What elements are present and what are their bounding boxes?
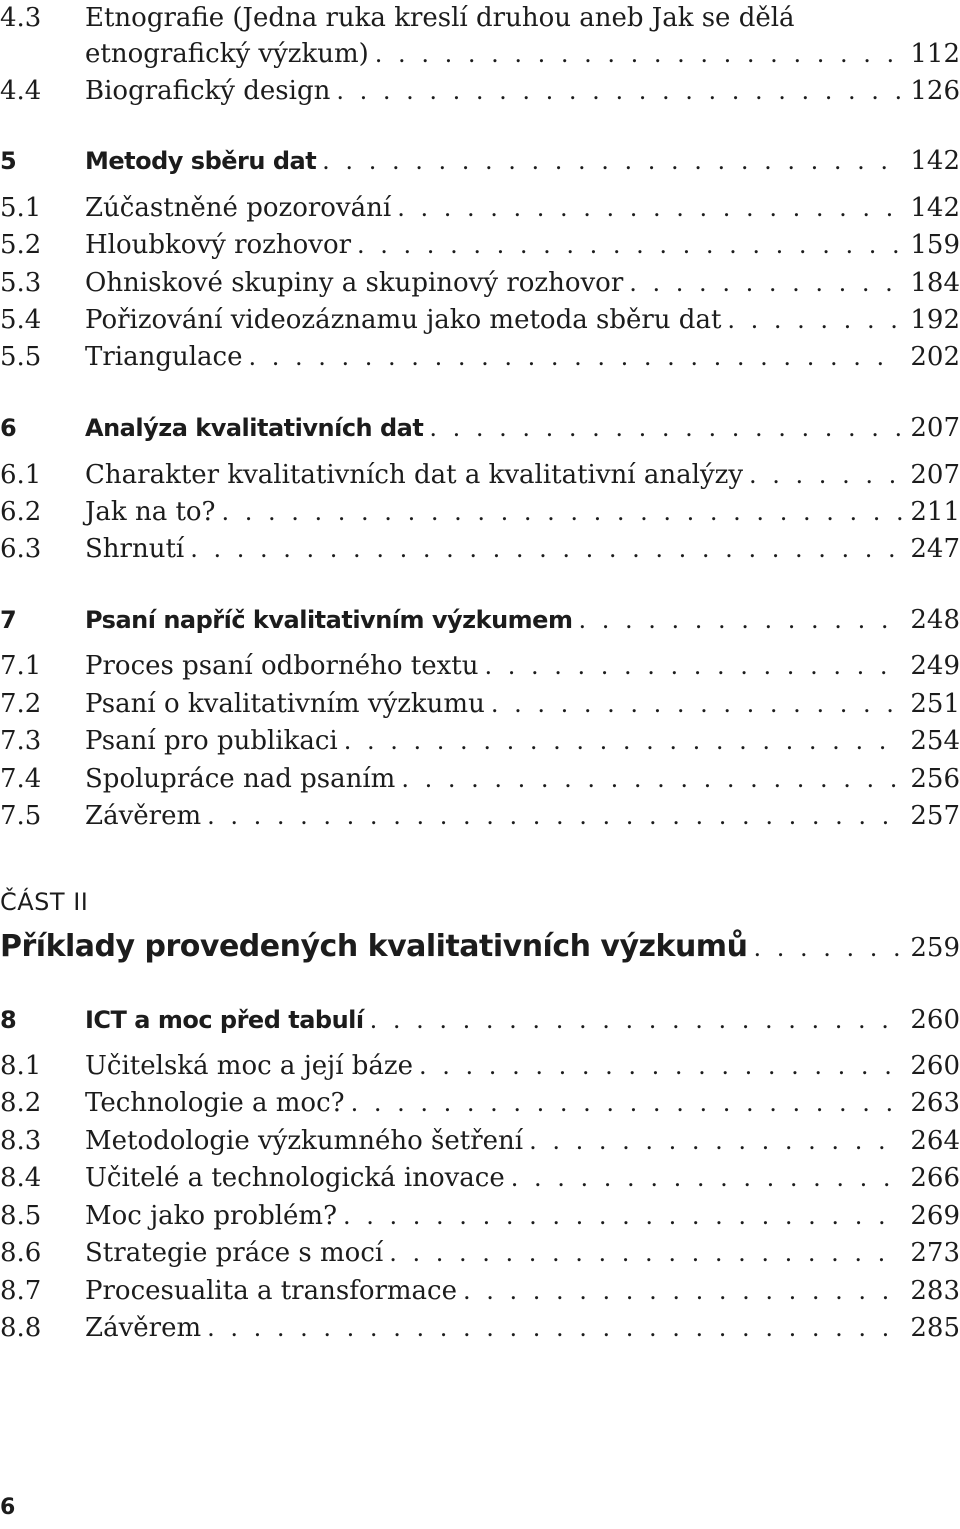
toc-entry [0, 1048, 960, 1084]
entry-number: 6.1 [0, 460, 42, 490]
entry-page: 254 [910, 726, 960, 756]
dot-leader [484, 648, 902, 684]
toc-chapter [0, 143, 960, 179]
entry-title: Spolupráce nad psaním [85, 764, 396, 794]
toc-entry [0, 1235, 960, 1271]
entry-page: 257 [910, 801, 960, 831]
entry-title: Ohniskové skupiny a skupinový rozhovor [85, 268, 624, 298]
entry-page: 264 [910, 1126, 960, 1156]
entry-number: 5.3 [0, 268, 42, 298]
entry-title: Strategie práce s mocí [85, 1238, 384, 1268]
toc-entry [0, 73, 960, 109]
page-number: 6 [0, 1495, 16, 1520]
dot-leader [249, 339, 903, 375]
dot-leader [370, 1002, 903, 1038]
toc-entry [0, 798, 960, 834]
part-label: ČÁST II [0, 888, 89, 916]
entry-number: 7.5 [0, 801, 42, 831]
entry-number: 5.5 [0, 342, 42, 372]
entry-page: 184 [910, 268, 960, 298]
toc-entry [0, 531, 960, 567]
toc-entry [0, 457, 960, 493]
toc-entry [0, 648, 960, 684]
dot-leader [397, 190, 902, 226]
dot-leader [336, 73, 902, 109]
entry-page: 159 [910, 230, 960, 260]
toc-entry [0, 1160, 960, 1196]
dot-leader [207, 1310, 902, 1346]
chapter-number: 5 [0, 147, 17, 175]
entry-page: 273 [910, 1238, 960, 1268]
toc-entry-continuation [0, 36, 960, 72]
entry-number: 4.3 [0, 3, 42, 33]
entry-title: Proces psaní odborného textu [85, 651, 479, 681]
entry-number: 5.1 [0, 193, 42, 223]
chapter-title: Psaní napříč kvalitativním výzkumem [85, 606, 573, 634]
entry-title: Charakter kvalitativních dat a kvalitativní analýzy [85, 460, 744, 490]
entry-page: 126 [910, 76, 960, 106]
entry-page: 247 [910, 534, 960, 564]
entry-number: 6.3 [0, 534, 42, 564]
entry-page: 142 [910, 193, 960, 223]
entry-number: 7.2 [0, 689, 42, 719]
entry-title: Pořizování videozáznamu jako metoda sběru dat [85, 305, 722, 335]
chapter-title: Metody sběru dat [85, 147, 317, 175]
toc-chapter [0, 410, 960, 446]
toc-chapter [0, 1002, 960, 1038]
entry-page: 260 [910, 1051, 960, 1081]
part-title: Příklady provedených kvalitativních výzkumů [0, 929, 748, 964]
dot-leader [389, 1235, 902, 1271]
entry-number: 8.4 [0, 1163, 42, 1193]
toc-entry [0, 0, 960, 36]
dot-leader [343, 1198, 902, 1234]
entry-page: 269 [910, 1201, 960, 1231]
entry-number: 7.3 [0, 726, 42, 756]
entry-title: Hloubkový rozhovor [85, 230, 352, 260]
chapter-number: 8 [0, 1006, 17, 1034]
entry-title: Shrnutí [85, 534, 185, 564]
entry-title: Technologie a moc? [85, 1088, 345, 1118]
entry-page: 211 [910, 497, 960, 527]
entry-number: 8.1 [0, 1051, 42, 1081]
entry-number: 8.5 [0, 1201, 42, 1231]
entry-number: 4.4 [0, 76, 42, 106]
dot-leader [222, 494, 903, 530]
toc-entry [0, 265, 960, 301]
entry-title: Metodologie výzkumného šetření [85, 1126, 524, 1156]
dot-leader [749, 457, 902, 493]
entry-title: Psaní o kvalitativním výzkumu [85, 689, 485, 719]
entry-page: 285 [910, 1313, 960, 1343]
entry-page: 112 [910, 39, 960, 69]
dot-leader [753, 926, 902, 969]
entry-title: Triangulace [85, 342, 243, 372]
entry-page: 249 [910, 651, 960, 681]
chapter-number: 7 [0, 606, 17, 634]
dot-leader [529, 1123, 902, 1159]
toc-entry [0, 227, 960, 263]
toc-entry [0, 686, 960, 722]
dot-leader [727, 302, 902, 338]
dot-leader [491, 686, 903, 722]
entry-title: Biografický design [85, 76, 331, 106]
entry-title: Procesualita a transformace [85, 1276, 457, 1306]
entry-page: 202 [910, 342, 960, 372]
entry-title: Zúčastněné pozorování [85, 193, 392, 223]
entry-page: 192 [910, 305, 960, 335]
dot-leader [322, 143, 902, 179]
dot-leader [357, 227, 902, 263]
entry-page: 256 [910, 764, 960, 794]
toc-part [0, 925, 960, 969]
dot-leader [401, 761, 902, 797]
entry-number: 7.1 [0, 651, 42, 681]
entry-number: 5.2 [0, 230, 42, 260]
dot-leader [375, 36, 903, 72]
toc-entry [0, 1198, 960, 1234]
toc-entry [0, 1310, 960, 1346]
entry-title: Etnografie (Jedna ruka kreslí druhou aneb Jak se dělá [85, 3, 795, 33]
dot-leader [578, 602, 902, 638]
entry-number: 8.8 [0, 1313, 42, 1343]
dot-leader [344, 723, 903, 759]
toc-entry [0, 339, 960, 375]
chapter-page: 248 [910, 605, 960, 635]
chapter-page: 260 [910, 1005, 960, 1035]
chapter-page: 142 [910, 146, 960, 176]
entry-number: 8.3 [0, 1126, 42, 1156]
entry-page: 207 [910, 460, 960, 490]
dot-leader [463, 1273, 902, 1309]
entry-number: 8.7 [0, 1276, 42, 1306]
toc-entry [0, 494, 960, 530]
entry-page: 263 [910, 1088, 960, 1118]
entry-page: 251 [910, 689, 960, 719]
dot-leader [207, 798, 902, 834]
entry-title: Učitelská moc a její báze [85, 1051, 414, 1081]
part-page: 259 [910, 933, 960, 963]
entry-number: 8.6 [0, 1238, 42, 1268]
toc-entry [0, 723, 960, 759]
dot-leader [419, 1048, 902, 1084]
entry-number: 6.2 [0, 497, 42, 527]
toc-entry [0, 761, 960, 797]
entry-number: 7.4 [0, 764, 42, 794]
toc-entry [0, 1085, 960, 1121]
entry-title: Psaní pro publikaci [85, 726, 338, 756]
dot-leader [429, 410, 902, 446]
dot-leader [511, 1160, 903, 1196]
entry-title: etnografický výzkum) [85, 39, 369, 69]
toc-entry [0, 1273, 960, 1309]
entry-title: Jak na to? [85, 497, 216, 527]
entry-page: 266 [910, 1163, 960, 1193]
entry-number: 5.4 [0, 305, 42, 335]
chapter-title: ICT a moc před tabulí [85, 1006, 364, 1034]
dot-leader [190, 531, 902, 567]
entry-number: 8.2 [0, 1088, 42, 1118]
toc-entry [0, 1123, 960, 1159]
entry-title: Závěrem [85, 1313, 202, 1343]
entry-page: 283 [910, 1276, 960, 1306]
entry-title: Závěrem [85, 801, 202, 831]
toc-entry [0, 302, 960, 338]
dot-leader [351, 1085, 903, 1121]
dot-leader [629, 265, 902, 301]
chapter-number: 6 [0, 414, 17, 442]
entry-title: Učitelé a technologická inovace [85, 1163, 505, 1193]
chapter-page: 207 [910, 413, 960, 443]
chapter-title: Analýza kvalitativních dat [85, 414, 424, 442]
entry-title: Moc jako problém? [85, 1201, 338, 1231]
toc-chapter [0, 602, 960, 638]
toc-entry [0, 190, 960, 226]
